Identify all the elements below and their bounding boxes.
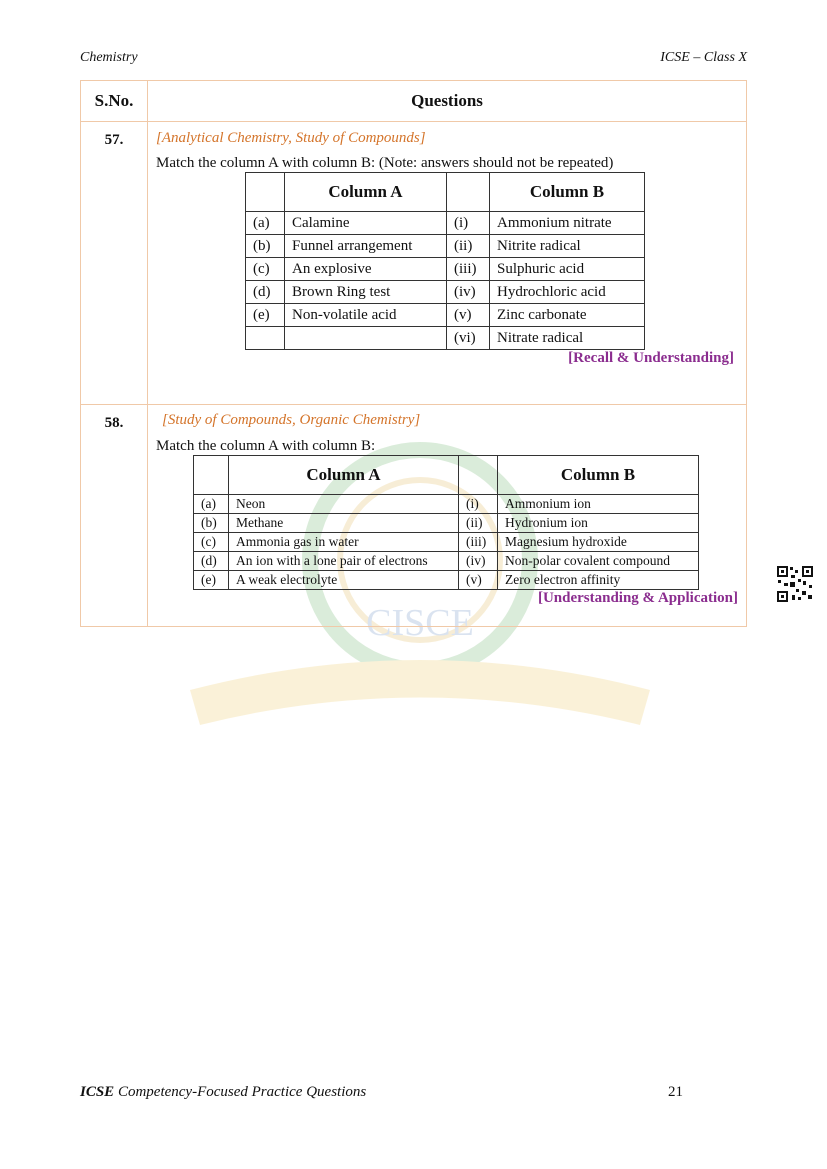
column-b-item: Nitrate radical bbox=[490, 327, 645, 350]
match-row bbox=[194, 571, 699, 590]
column-b-label: (i) bbox=[459, 495, 498, 514]
column-b-item: Hydronium ion bbox=[498, 514, 699, 533]
column-b-label: (iii) bbox=[459, 533, 498, 552]
column-b-label: (ii) bbox=[459, 514, 498, 533]
column-b-item: Nitrite radical bbox=[490, 235, 645, 258]
match-row bbox=[246, 327, 645, 350]
column-a-label: (e) bbox=[246, 304, 285, 327]
column-a-label: (d) bbox=[246, 281, 285, 304]
column-a-label: (d) bbox=[194, 552, 229, 571]
column-a-title: Column A bbox=[285, 173, 447, 212]
running-header-subject: Chemistry bbox=[80, 50, 138, 65]
match-table bbox=[245, 172, 645, 350]
watermark-text: CISCE bbox=[366, 602, 474, 644]
column-b-label: (iv) bbox=[459, 552, 498, 571]
questions-header: Questions bbox=[148, 81, 747, 122]
match-row bbox=[194, 514, 699, 533]
column-a-label: (e) bbox=[194, 571, 229, 590]
questions-table bbox=[80, 80, 747, 627]
question-row bbox=[81, 122, 747, 405]
running-header-class: ICSE – Class X bbox=[660, 50, 747, 65]
footer-subtitle: Competency-Focused Practice Questions bbox=[117, 1084, 367, 1100]
question-topic: [Analytical Chemistry, Study of Compounds] bbox=[156, 130, 426, 146]
column-b-label: (v) bbox=[459, 571, 498, 590]
match-row bbox=[246, 281, 645, 304]
column-a-label: (c) bbox=[246, 258, 285, 281]
column-b-item: Hydrochloric acid bbox=[490, 281, 645, 304]
match-row bbox=[246, 212, 645, 235]
question-prompt: Match the column A with column B: (Note: answers should not be repeated) bbox=[156, 155, 614, 171]
column-a-label bbox=[246, 327, 285, 350]
column-a-label: (b) bbox=[246, 235, 285, 258]
column-a-item: An explosive bbox=[285, 258, 447, 281]
match-row bbox=[246, 258, 645, 281]
column-a-item bbox=[285, 327, 447, 350]
column-b-item: Ammonium ion bbox=[498, 495, 699, 514]
column-b-item: Zinc carbonate bbox=[490, 304, 645, 327]
question-row bbox=[81, 405, 747, 627]
column-a-item: Methane bbox=[229, 514, 459, 533]
column-b-label: (i) bbox=[447, 212, 490, 235]
question-number: 57. bbox=[81, 122, 148, 405]
column-a-item: An ion with a lone pair of electrons bbox=[229, 552, 459, 571]
column-a-label: (b) bbox=[194, 514, 229, 533]
column-b-title: Column B bbox=[490, 173, 645, 212]
column-a-item: A weak electrolyte bbox=[229, 571, 459, 590]
column-a-label: (c) bbox=[194, 533, 229, 552]
match-row bbox=[246, 235, 645, 258]
column-b-item: Sulphuric acid bbox=[490, 258, 645, 281]
column-b-item: Ammonium nitrate bbox=[490, 212, 645, 235]
qr-code-icon[interactable] bbox=[776, 565, 814, 603]
footer-title bbox=[80, 1084, 366, 1101]
column-b-item: Zero electron affinity bbox=[498, 571, 699, 590]
column-a-item: Brown Ring test bbox=[285, 281, 447, 304]
column-b-label: (v) bbox=[447, 304, 490, 327]
question-number: 58. bbox=[81, 405, 148, 627]
question-prompt: Match the column A with column B: bbox=[156, 438, 376, 454]
footer-brand: ICSE bbox=[80, 1084, 115, 1100]
column-a-label: (a) bbox=[194, 495, 229, 514]
column-a-item: Calamine bbox=[285, 212, 447, 235]
match-table bbox=[193, 455, 699, 590]
column-a-item: Funnel arrangement bbox=[285, 235, 447, 258]
match-row bbox=[194, 533, 699, 552]
column-b-label: (iii) bbox=[447, 258, 490, 281]
skill-tag: [Understanding & Application] bbox=[537, 590, 738, 606]
skill-tag: [Recall & Understanding] bbox=[568, 350, 734, 366]
column-a-item: Non-volatile acid bbox=[285, 304, 447, 327]
column-a-label: (a) bbox=[246, 212, 285, 235]
match-row bbox=[246, 304, 645, 327]
match-row bbox=[194, 495, 699, 514]
column-b-label: (ii) bbox=[447, 235, 490, 258]
column-a-title: Column A bbox=[229, 456, 459, 495]
column-b-item: Non-polar covalent compound bbox=[498, 552, 699, 571]
column-a-item: Neon bbox=[229, 495, 459, 514]
match-row bbox=[194, 552, 699, 571]
column-a-item: Ammonia gas in water bbox=[229, 533, 459, 552]
column-b-item: Magnesium hydroxide bbox=[498, 533, 699, 552]
sno-header: S.No. bbox=[81, 81, 148, 122]
column-b-label: (vi) bbox=[447, 327, 490, 350]
page-number: 21 bbox=[668, 1084, 683, 1100]
column-b-label: (iv) bbox=[447, 281, 490, 304]
question-topic: [Study of Compounds, Organic Chemistry] bbox=[162, 412, 421, 428]
column-b-title: Column B bbox=[498, 456, 699, 495]
